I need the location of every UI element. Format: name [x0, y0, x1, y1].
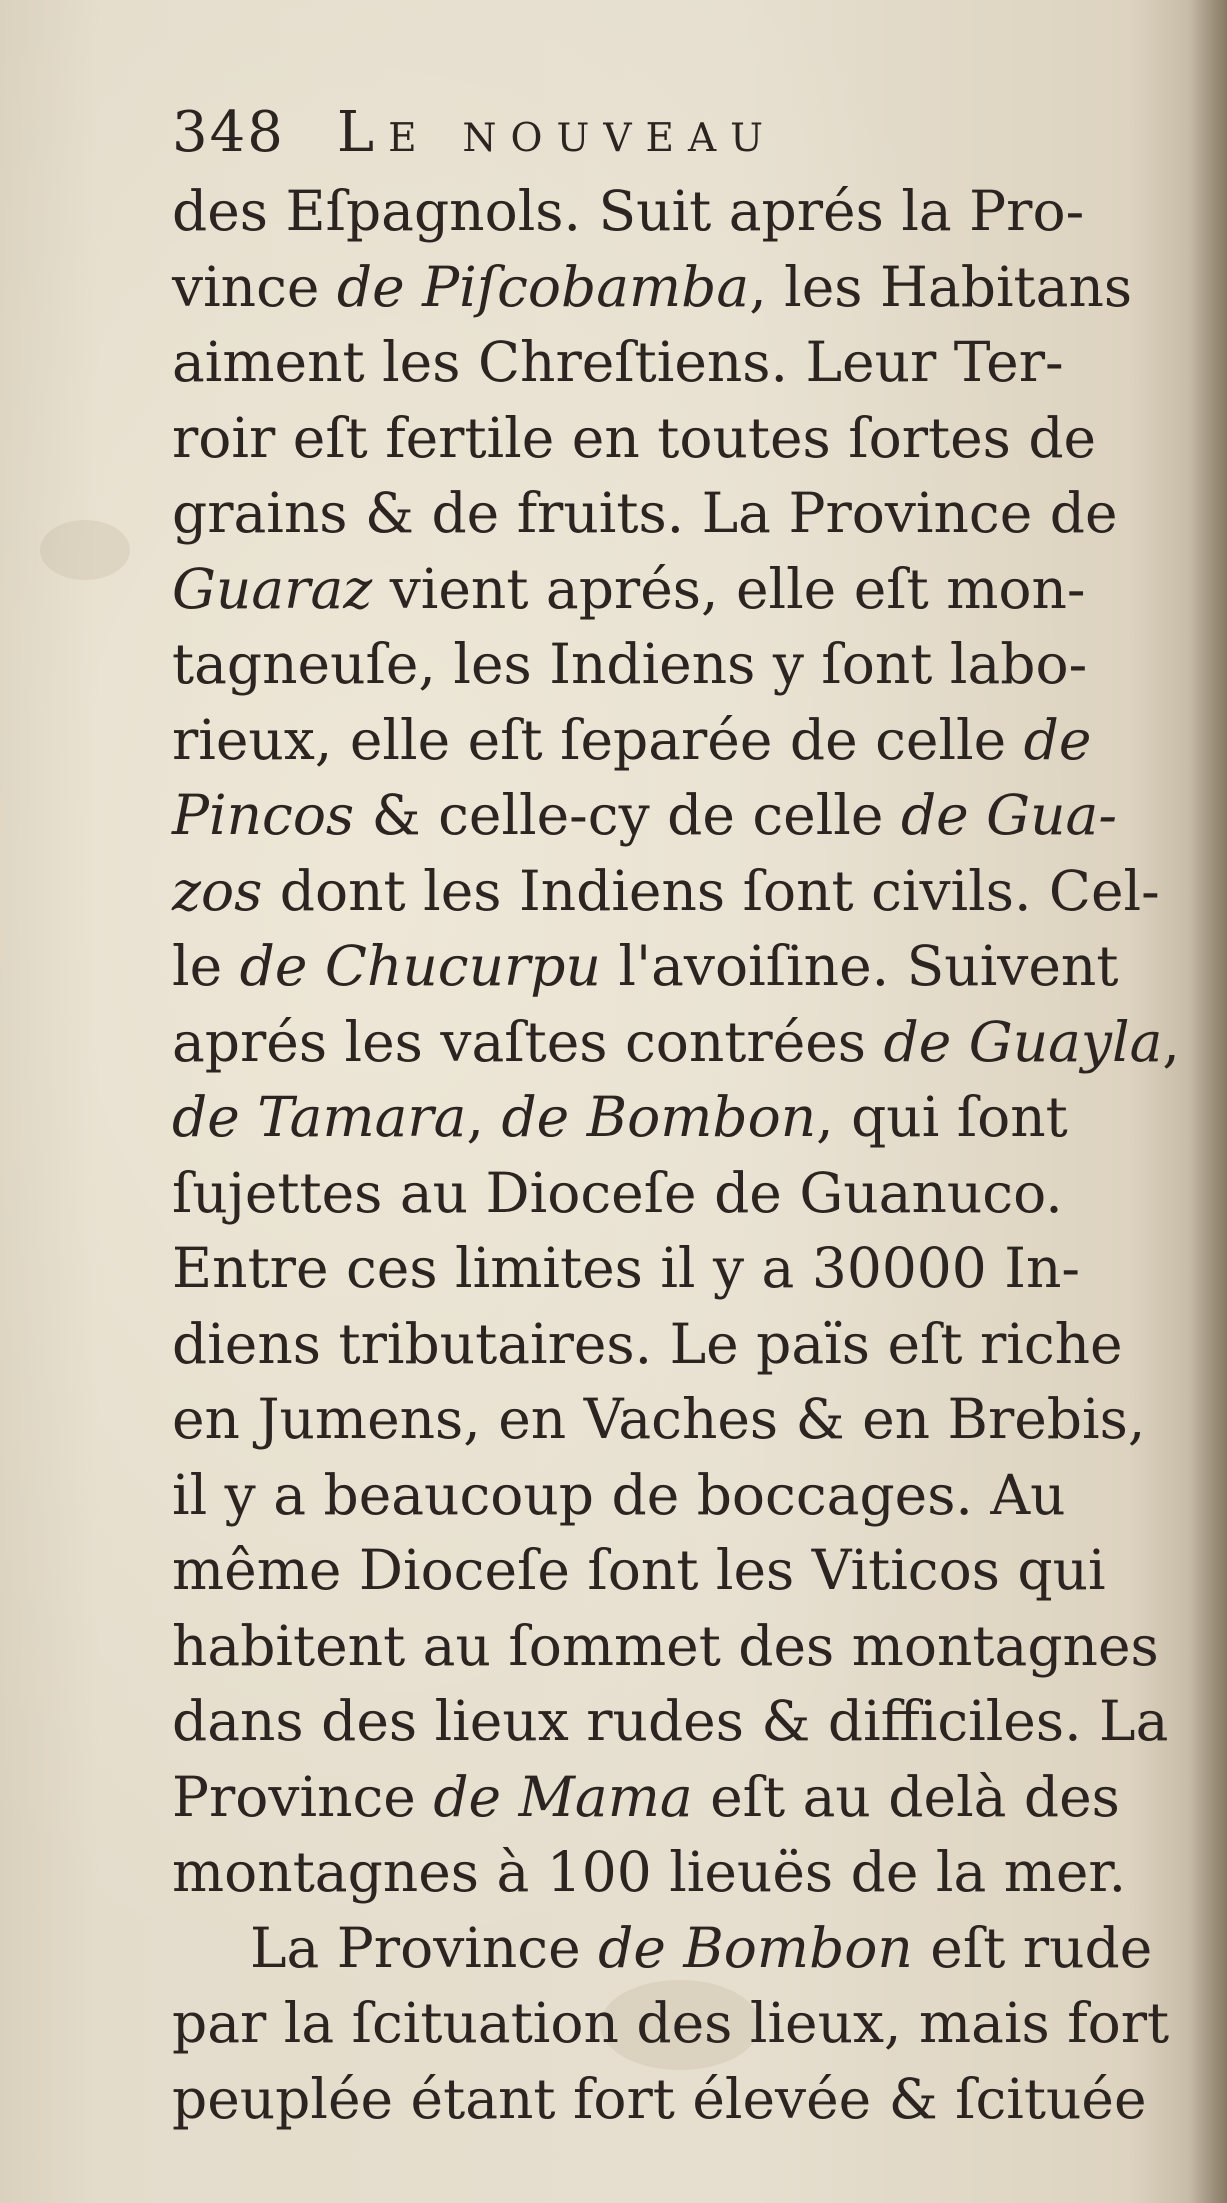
text-line [172, 1080, 1202, 1156]
text-line [172, 476, 1202, 552]
page-number: 348 [172, 100, 285, 165]
text-line [172, 1231, 1202, 1307]
text-line [172, 778, 1202, 854]
italic-text: de Piſcobamba [336, 254, 750, 319]
text-run: , [466, 1085, 502, 1149]
text-line [172, 1684, 1202, 1760]
text-run: des Eſpagnols. Suit aprés la Pro- [172, 179, 1085, 243]
text-run: par la ſcituation des lieux, mais fort [172, 1991, 1170, 2055]
text-run: Entre ces limites il y a 30000 In- [172, 1236, 1081, 1300]
text-run: montagnes à 100 lieuës de la mer. [172, 1840, 1127, 1904]
text-line [172, 1382, 1202, 1458]
text-run: diens tributaires. Le païs eſt riche [172, 1311, 1123, 1376]
text-run: , [1162, 1009, 1180, 1074]
text-run: ſujettes au Dioceſe de Guanuco. [172, 1160, 1063, 1225]
text-line [172, 401, 1202, 477]
text-run: aiment les Chreſtiens. Leur Ter- [172, 330, 1064, 394]
text-line [172, 1986, 1202, 2062]
text-run: vient aprés, elle eſt mon- [372, 556, 1086, 621]
italic-text: Guaraz [172, 556, 373, 621]
text-run: roir eſt fertile en toutes ſortes de [172, 405, 1097, 470]
text-line [172, 929, 1202, 1005]
text-run: il y a beaucoup de boccages. Au [172, 1462, 1066, 1527]
text-line [172, 174, 1202, 250]
italic-text: de Guayla [883, 1009, 1163, 1074]
text-line [172, 1911, 1202, 1987]
running-title: Le nouveau [336, 100, 777, 165]
text-run: l'avoiſine. Suivent [600, 934, 1119, 998]
text-run: même Dioceſe ſont les Viticos qui [172, 1538, 1106, 1602]
text-run: rieux, elle eſt ſeparée de celle [172, 707, 1024, 772]
text-line [172, 627, 1202, 703]
text-run: dont les Indiens ſont civils. Cel- [262, 858, 1160, 923]
text-run: eſt au delà des [692, 1764, 1120, 1829]
paper-stain [40, 520, 130, 580]
text-run: vince [172, 254, 337, 319]
text-line [172, 703, 1202, 779]
text-run: & celle-cy de celle [354, 783, 901, 847]
text-block [172, 92, 1202, 2137]
text-run: La Province [250, 1915, 599, 1980]
text-line [172, 1533, 1202, 1609]
italic-text: de Gua- [900, 783, 1117, 847]
text-run: Province [172, 1764, 434, 1829]
text-run: grains & de fruits. La Province de [172, 481, 1118, 545]
italic-text: de Bombon [501, 1085, 817, 1149]
text-line [172, 1005, 1202, 1081]
text-line [172, 552, 1202, 628]
text-line [172, 2062, 1202, 2138]
running-head [172, 92, 1202, 174]
text-run: le [172, 934, 240, 998]
text-line [172, 1760, 1202, 1836]
text-run: dans des lieux rudes & difficiles. La [172, 1689, 1169, 1753]
text-run: en Jumens, en Vaches & en Brebis, [172, 1387, 1146, 1451]
italic-text: de Tamara [172, 1085, 467, 1149]
italic-text: de Bombon [598, 1915, 913, 1980]
italic-text: Pincos [172, 783, 355, 847]
text-run: aprés les vaſtes contrées [172, 1009, 884, 1074]
text-run: peuplée étant fort élevée & ſcituée [172, 2066, 1147, 2131]
text-run: , qui ſont [816, 1085, 1068, 1149]
italic-text: zos [172, 858, 263, 923]
italic-text: de Mama [433, 1764, 693, 1829]
text-line [172, 325, 1202, 401]
body-text [172, 174, 1202, 2137]
italic-text: de Chucurpu [239, 934, 601, 998]
text-line [172, 854, 1202, 930]
italic-text: de [1023, 707, 1092, 772]
text-line [172, 1609, 1202, 1685]
text-run: eſt rude [912, 1915, 1153, 1980]
text-run: tagneuſe, les Indiens y ſont labo- [172, 632, 1088, 696]
text-line [172, 250, 1202, 326]
text-line [172, 1156, 1202, 1232]
text-line [172, 1307, 1202, 1383]
text-line [172, 1458, 1202, 1534]
text-run: , les Habitans [749, 254, 1133, 319]
text-run: habitent au ſommet des montagnes [172, 1613, 1159, 1678]
text-line [172, 1835, 1202, 1911]
